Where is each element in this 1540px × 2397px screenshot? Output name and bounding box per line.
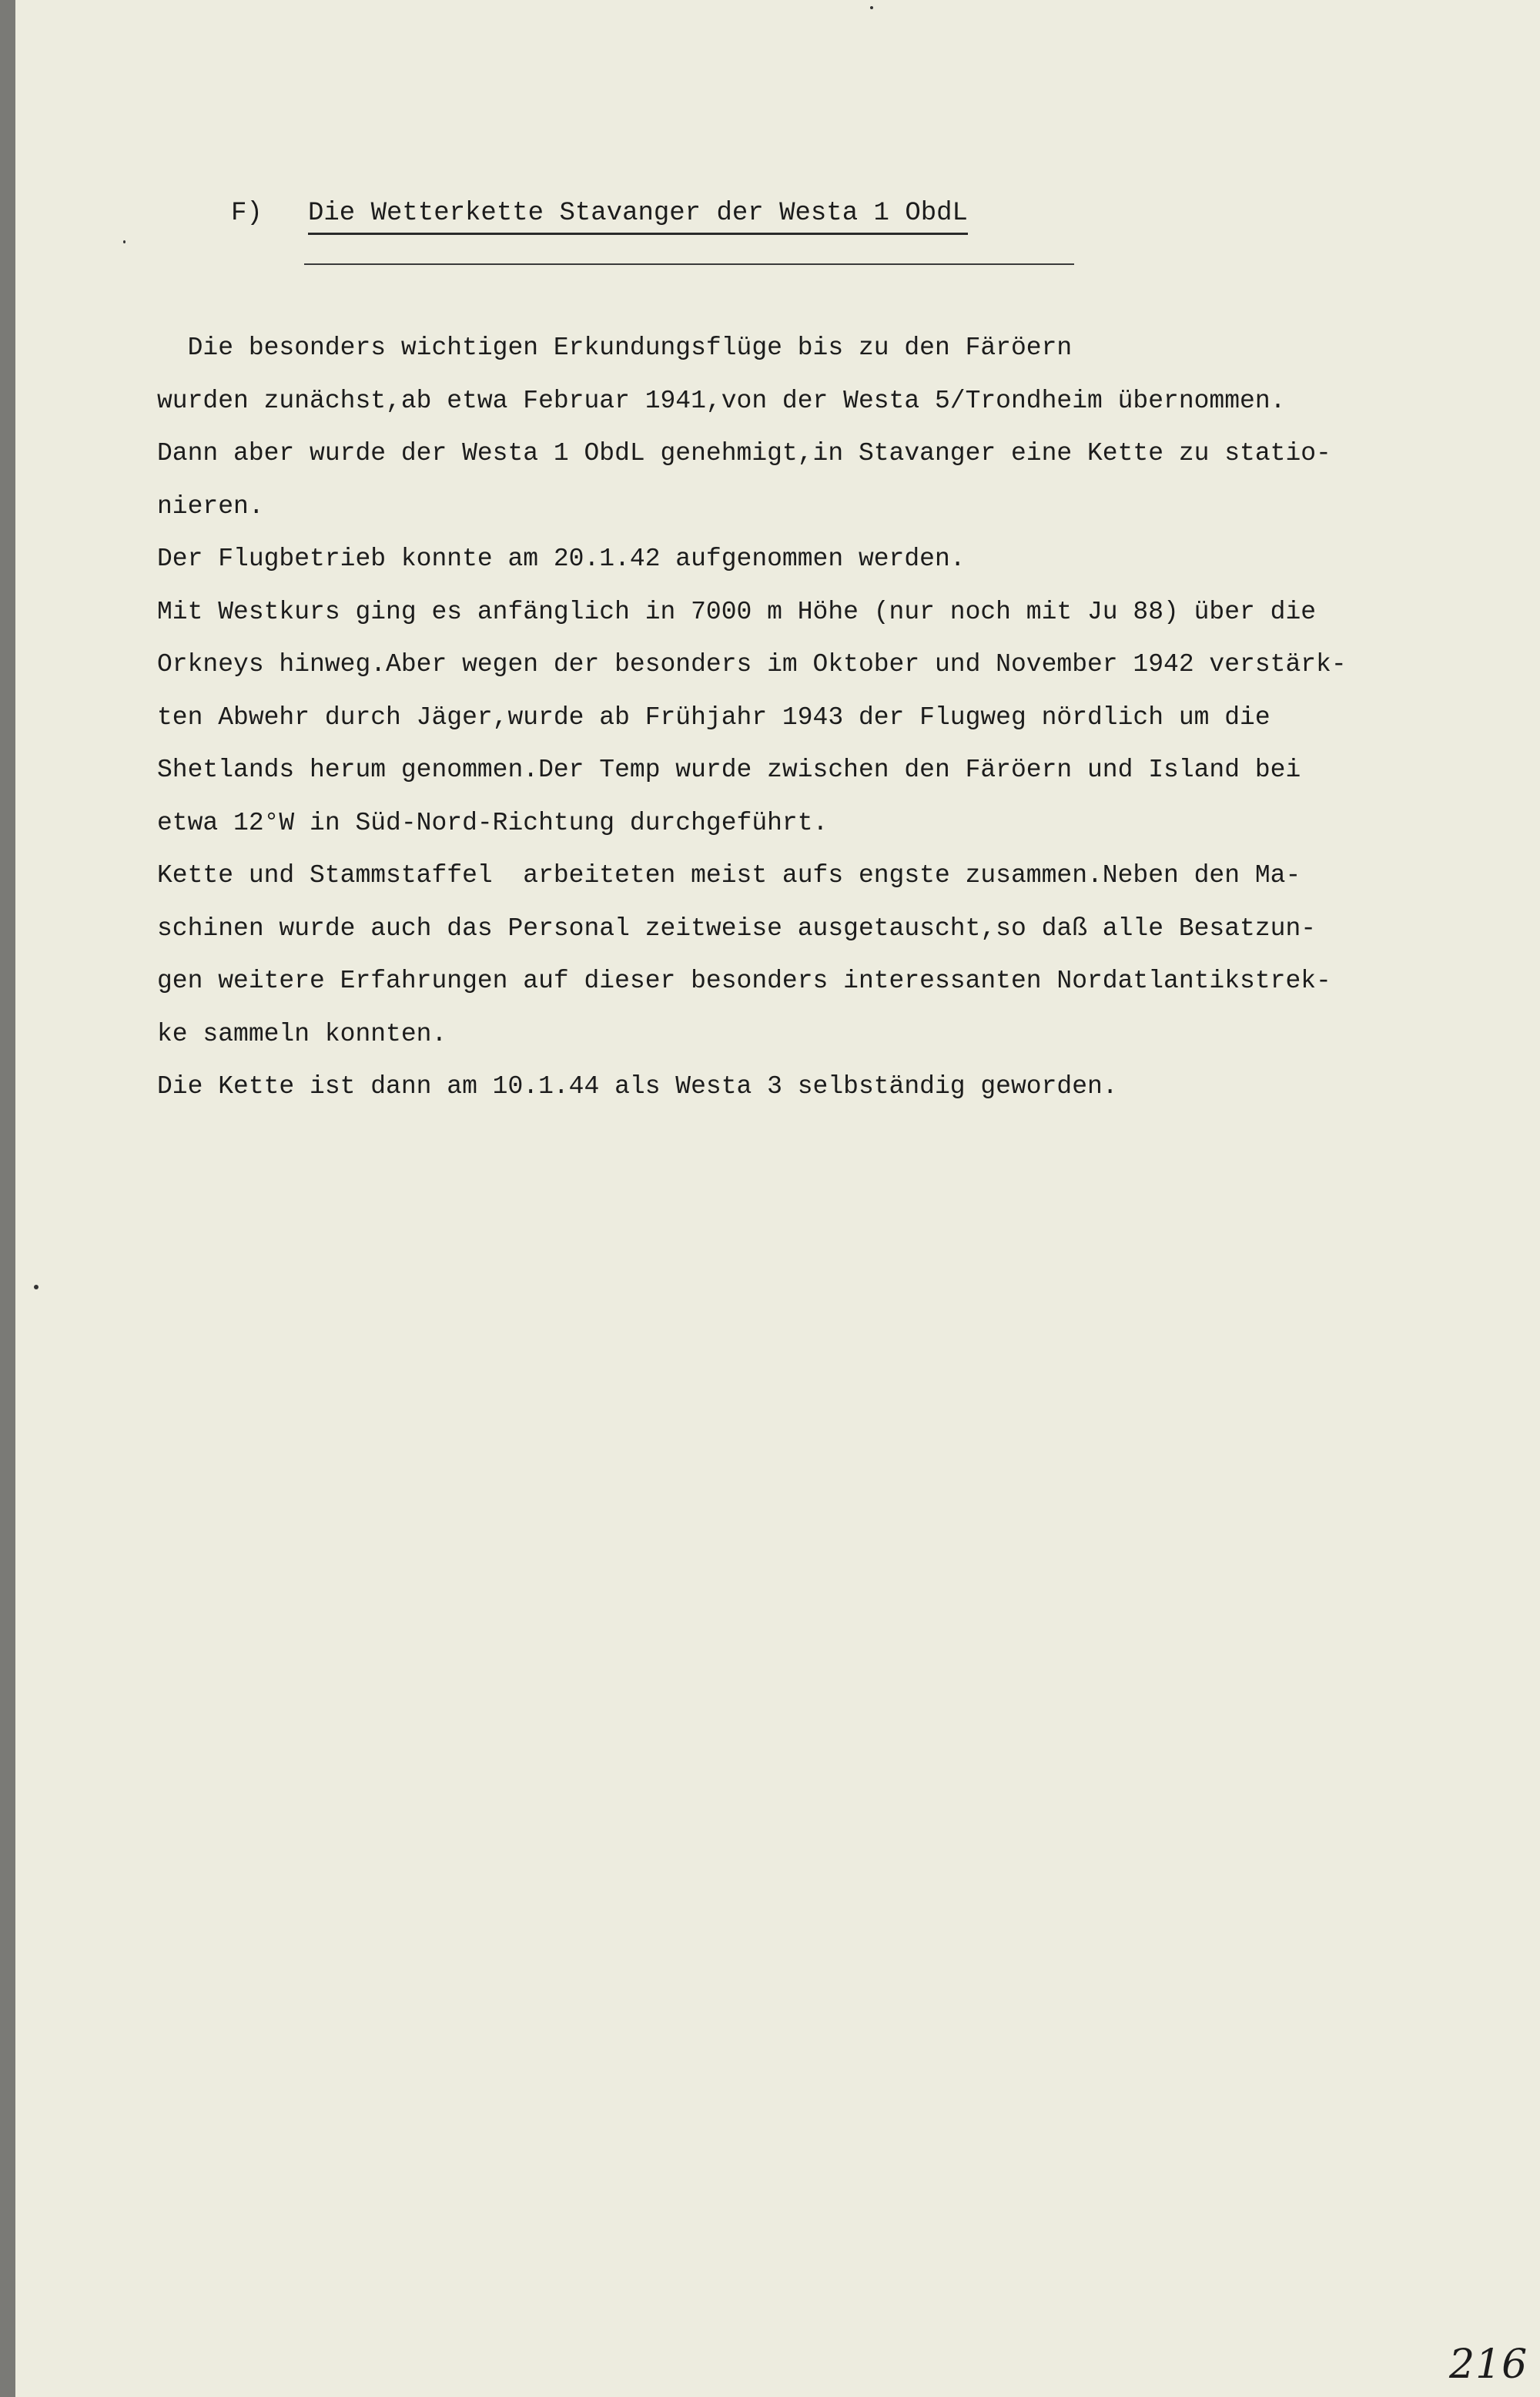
- paper-speck: [870, 6, 873, 9]
- body-line: Dann aber wurde der Westa 1 ObdL genehmigt,in Stavanger eine Kette zu statio-: [157, 439, 1331, 468]
- body-line: Die Kette ist dann am 10.1.44 als Westa 3 selbständig geworden.: [157, 1072, 1118, 1101]
- body-line: schinen wurde auch das Personal zeitweise ausgetauscht,so daß alle Besatzun-: [157, 914, 1317, 943]
- paper-speck: [123, 240, 126, 243]
- body-line: nieren.: [157, 491, 264, 521]
- body-line: Orkneys hinweg.Aber wegen der besonders im Oktober und November 1942 verstärk-: [157, 650, 1347, 679]
- page-number: 216: [1449, 2342, 1528, 2388]
- body-line: Die besonders wichtigen Erkundungsflüge bis zu den Färöern: [157, 334, 1073, 362]
- body-line: Der Flugbetrieb konnte am 20.1.42 aufgenommen werden.: [157, 545, 966, 573]
- body-line: Kette und Stammstaffel arbeiteten meist aufs engste zusammen.Neben den Ma-: [157, 861, 1301, 890]
- binding-edge: [0, 0, 15, 2397]
- section-marker: F): [231, 199, 263, 228]
- section-title: Die Wetterkette Stavanger der Westa 1 ObdL: [308, 199, 968, 235]
- body-line: wurden zunächst,ab etwa Februar 1941,von der Westa 5/Trondheim übernommen.: [157, 386, 1286, 415]
- body-line: Shetlands herum genommen.Der Temp wurde zwischen den Färöern und Island bei: [157, 756, 1301, 784]
- body-line: etwa 12°W in Süd-Nord-Richtung durchgeführt.: [157, 808, 829, 837]
- body-line: ten Abwehr durch Jäger,wurde ab Frühjahr 1943 der Flugweg nördlich um die: [157, 702, 1270, 732]
- body-line: ke sammeln konnten.: [157, 1019, 447, 1048]
- title-double-underline: [304, 263, 1074, 265]
- paper-speck: [34, 1285, 38, 1289]
- body-text: [157, 322, 1497, 1114]
- body-line: Mit Westkurs ging es anfänglich in 7000 m Höhe (nur noch mit Ju 88) über die: [157, 597, 1317, 626]
- body-line: gen weitere Erfahrungen auf dieser besonders interessanten Nordatlantikstrek-: [157, 967, 1331, 995]
